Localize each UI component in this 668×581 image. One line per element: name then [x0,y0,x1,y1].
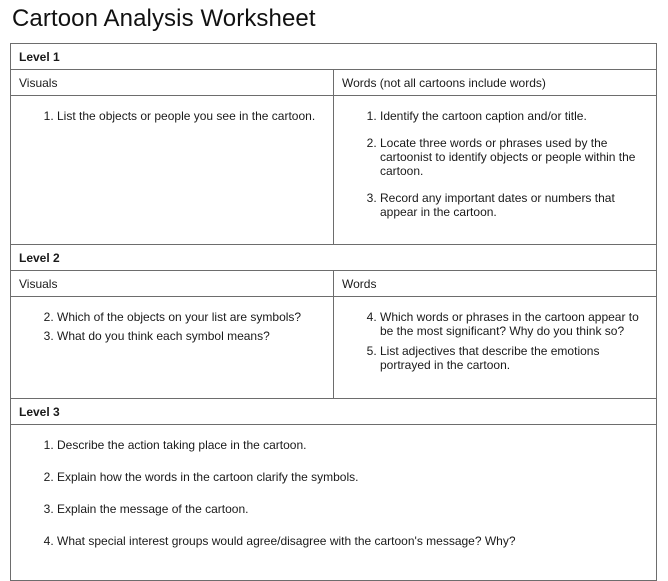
level-1-visuals-cell [11,96,334,245]
list-item: 1. Identify the cartoon caption and/or title. [380,109,648,123]
list-item: 2. Locate three words or phrases used by the cartoonist to identify objects or people within the cartoon. [380,136,648,178]
list-item: 3. Explain the message of the cartoon. [57,502,648,516]
list-item: 4. Which words or phrases in the cartoon appear to be the most significant? Why do you think so? [380,310,648,338]
worksheet-table [10,43,657,581]
level-2-words-cell [334,297,657,399]
page-title: Cartoon Analysis Worksheet [12,5,316,32]
level-2-visuals-list [19,297,325,343]
list-item: 2. Explain how the words in the cartoon clarify the symbols. [57,470,648,484]
level-2-visuals-cell [11,297,334,399]
level-1-visuals-list [19,96,325,123]
list-item: 1. List the objects or people you see in the cartoon. [57,109,325,123]
level-1-words-list [342,96,648,219]
level-2-heading: Level 2 [11,245,657,271]
level-3-heading: Level 3 [11,399,657,425]
level-1-words-header: Words (not all cartoons include words) [334,70,657,96]
list-item: 5. List adjectives that describe the emotions portrayed in the cartoon. [380,344,648,372]
level-1-words-cell [334,96,657,245]
level-2-words-list [342,297,648,372]
list-item: 2. Which of the objects on your list are symbols? [57,310,325,324]
list-item: 4. What special interest groups would agree/disagree with the cartoon's message? Why? [57,534,648,548]
level-2-words-header: Words [334,271,657,297]
level-2-visuals-header: Visuals [11,271,334,297]
level-3-list [19,425,648,548]
list-item: 3. Record any important dates or numbers that appear in the cartoon. [380,191,648,219]
list-item: 1. Describe the action taking place in the cartoon. [57,438,648,452]
list-item: 3. What do you think each symbol means? [57,329,325,343]
level-1-visuals-header: Visuals [11,70,334,96]
level-1-heading: Level 1 [11,44,657,70]
level-3-cell [11,425,657,581]
